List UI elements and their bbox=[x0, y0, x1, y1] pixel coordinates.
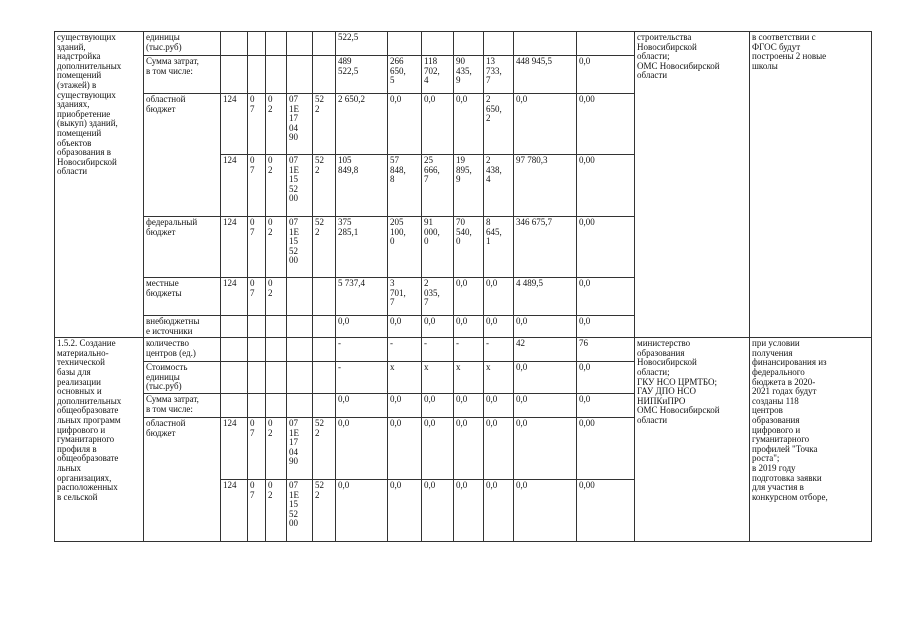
cell-text: 0 2 bbox=[268, 278, 273, 298]
cell-text: 0,0 bbox=[516, 479, 528, 490]
table-cell bbox=[336, 217, 388, 278]
table-cell bbox=[248, 56, 266, 94]
cell-text: 124 bbox=[223, 217, 237, 227]
cell-text: 124 bbox=[223, 479, 237, 490]
table-cell bbox=[266, 362, 287, 394]
table-cell bbox=[422, 32, 454, 56]
cell-text: 0,0 bbox=[486, 316, 498, 326]
cell-text: Стоимость единицы (тыс.руб) bbox=[146, 362, 188, 392]
table-cell bbox=[336, 338, 388, 362]
table-cell bbox=[484, 56, 514, 94]
cell-text: - bbox=[338, 362, 341, 373]
table-cell bbox=[287, 362, 313, 394]
table-cell bbox=[454, 479, 484, 541]
table-cell bbox=[221, 316, 248, 338]
table-cell bbox=[388, 417, 422, 479]
cell-text: 0,0 bbox=[579, 278, 591, 288]
table-cell bbox=[484, 338, 514, 362]
cell-text: 0,0 bbox=[516, 393, 528, 404]
table-cell bbox=[422, 417, 454, 479]
cell-text: областной бюджет bbox=[146, 94, 186, 114]
table-cell bbox=[336, 56, 388, 94]
cell-text: 0,0 bbox=[424, 94, 436, 104]
table-cell bbox=[248, 316, 266, 338]
cell-text: 52 2 bbox=[315, 417, 324, 438]
table-cell bbox=[248, 362, 266, 394]
cell-text: 0,0 bbox=[424, 479, 436, 490]
cell-text: 0,0 bbox=[456, 278, 468, 288]
table-cell bbox=[577, 479, 635, 541]
cell-text: министерство образования Новосибирской области; ГКУ НСО ЦРМТБО; ГАУ ДПО НСО НИПКиПРО ОМС Новосибирской области bbox=[637, 338, 720, 425]
table-cell bbox=[266, 94, 287, 155]
table-cell bbox=[144, 417, 221, 541]
cell-text: 0,0 bbox=[424, 417, 436, 428]
table-cell bbox=[248, 32, 266, 56]
cell-text: 0 7 bbox=[250, 479, 255, 500]
cell-text: 42 bbox=[516, 338, 525, 349]
table-cell bbox=[144, 316, 221, 338]
table-cell bbox=[388, 479, 422, 541]
table-cell bbox=[144, 217, 221, 278]
table-cell bbox=[336, 32, 388, 56]
cell-text: 0,0 bbox=[486, 417, 498, 428]
cell-text: 0,0 bbox=[516, 316, 528, 326]
table-cell bbox=[313, 479, 336, 541]
cell-text: 97 780,3 bbox=[516, 155, 548, 165]
table-cell bbox=[635, 338, 750, 542]
cell-text: 0,0 bbox=[456, 393, 468, 404]
table-cell bbox=[144, 362, 221, 394]
table-cell bbox=[144, 338, 221, 362]
cell-text: x bbox=[486, 362, 491, 373]
table-cell bbox=[336, 479, 388, 541]
table-cell bbox=[388, 217, 422, 278]
table-cell bbox=[484, 362, 514, 394]
table-cell bbox=[221, 56, 248, 94]
table-cell bbox=[313, 417, 336, 479]
cell-text: 52 2 bbox=[315, 217, 324, 237]
table-cell bbox=[266, 417, 287, 479]
table-cell bbox=[422, 338, 454, 362]
table-cell bbox=[577, 32, 635, 56]
cell-text: 5 737,4 bbox=[338, 278, 365, 288]
cell-text: 57 848, 8 bbox=[390, 155, 406, 185]
cell-text: 0,0 bbox=[486, 393, 498, 404]
table-cell bbox=[454, 32, 484, 56]
table-cell bbox=[422, 217, 454, 278]
cell-text: - bbox=[338, 338, 341, 349]
table-cell bbox=[514, 393, 577, 417]
cell-text: 90 435, 9 bbox=[456, 56, 472, 86]
table-cell bbox=[388, 278, 422, 316]
table-cell bbox=[454, 362, 484, 394]
cell-text: 0,0 bbox=[390, 316, 402, 326]
cell-text: 0,0 bbox=[486, 278, 498, 288]
cell-text: 489 522,5 bbox=[338, 56, 359, 76]
table-cell bbox=[266, 155, 287, 217]
cell-text: 4 489,5 bbox=[516, 278, 543, 288]
table-cell bbox=[287, 338, 313, 362]
table-cell bbox=[577, 362, 635, 394]
cell-text: x bbox=[390, 362, 395, 373]
cell-text: 52 2 bbox=[315, 155, 324, 175]
table-cell bbox=[514, 278, 577, 316]
cell-text: 0 2 bbox=[268, 155, 273, 175]
cell-text: 124 bbox=[223, 278, 237, 288]
cell-text: 0,00 bbox=[579, 94, 595, 104]
table-cell bbox=[484, 479, 514, 541]
table-cell bbox=[313, 338, 336, 362]
table-cell bbox=[248, 417, 266, 479]
cell-text: 448 945,5 bbox=[516, 56, 552, 66]
cell-text: областной бюджет bbox=[146, 417, 186, 438]
table-cell bbox=[388, 155, 422, 217]
table-cell bbox=[221, 217, 248, 278]
cell-text: - bbox=[486, 338, 489, 349]
table-cell bbox=[287, 479, 313, 541]
table-cell bbox=[577, 217, 635, 278]
table-cell bbox=[750, 338, 872, 542]
table-cell bbox=[635, 32, 750, 338]
cell-text: 0,0 bbox=[390, 393, 402, 404]
table-cell bbox=[577, 94, 635, 155]
table-cell bbox=[144, 32, 221, 56]
cell-text: 0,0 bbox=[516, 94, 528, 104]
cell-text: 0 7 bbox=[250, 94, 255, 114]
table-cell bbox=[313, 316, 336, 338]
cell-text: внебюджетны е источники bbox=[146, 316, 200, 336]
cell-text: 0,00 bbox=[579, 479, 595, 490]
table-cell bbox=[388, 94, 422, 155]
cell-text: 346 675,7 bbox=[516, 217, 552, 227]
table-cell bbox=[287, 417, 313, 479]
table-cell bbox=[514, 362, 577, 394]
table-cell bbox=[248, 217, 266, 278]
cell-text: в соответствии с ФГОС будут построены 2 новые школы bbox=[752, 32, 827, 71]
cell-text: 0,0 bbox=[516, 362, 528, 373]
table-cell bbox=[388, 32, 422, 56]
cell-text: 0,0 bbox=[456, 479, 468, 490]
table-cell bbox=[221, 32, 248, 56]
table-cell bbox=[266, 56, 287, 94]
cell-text: строительства Новосибирской области; ОМС Новосибирской области bbox=[637, 32, 720, 81]
cell-text: 124 bbox=[223, 94, 237, 104]
table-cell bbox=[336, 362, 388, 394]
cell-text: федеральный бюджет bbox=[146, 217, 198, 237]
cell-text: 2 438, 4 bbox=[486, 155, 502, 185]
cell-text: 13 733, 7 bbox=[486, 56, 502, 86]
table-cell bbox=[221, 338, 248, 362]
table-cell bbox=[287, 32, 313, 56]
cell-text: 0,0 bbox=[579, 56, 591, 66]
cell-text: 0,00 bbox=[579, 417, 595, 428]
table-cell bbox=[577, 417, 635, 479]
table-cell bbox=[313, 32, 336, 56]
table-cell bbox=[248, 278, 266, 316]
cell-text: 0,0 bbox=[579, 393, 591, 404]
table-cell bbox=[454, 155, 484, 217]
table-cell bbox=[266, 278, 287, 316]
table-cell bbox=[313, 56, 336, 94]
cell-text: 0,0 bbox=[390, 94, 402, 104]
cell-text: 19 895, 9 bbox=[456, 155, 472, 185]
table-cell bbox=[221, 362, 248, 394]
table-cell bbox=[248, 393, 266, 417]
table-cell bbox=[248, 479, 266, 541]
cell-text: 1.5.2. Создание материально- технической базы для реализации основных и дополнительных общеобразовате льных программ цифрового и гуманитарного профиля в общеобразовате льных организациях, расположенных в сельской bbox=[57, 338, 122, 502]
table-cell bbox=[514, 56, 577, 94]
table-cell bbox=[577, 338, 635, 362]
table-cell bbox=[422, 155, 454, 217]
cell-text: 375 285,1 bbox=[338, 217, 359, 237]
cell-text: 0,0 bbox=[338, 393, 350, 404]
cell-text: Сумма затрат, в том числе: bbox=[146, 393, 199, 414]
cell-text: 118 702, 4 bbox=[424, 56, 440, 86]
table-cell bbox=[144, 94, 221, 217]
table-cell bbox=[454, 94, 484, 155]
cell-text: 0,0 bbox=[390, 417, 402, 428]
table-cell bbox=[221, 393, 248, 417]
cell-text: 0,0 bbox=[338, 316, 350, 326]
cell-text: 105 849,8 bbox=[338, 155, 359, 175]
table-cell bbox=[266, 393, 287, 417]
cell-text: 0,0 bbox=[424, 393, 436, 404]
table-cell bbox=[221, 479, 248, 541]
cell-text: - bbox=[390, 338, 393, 349]
cell-text: 0,00 bbox=[579, 217, 595, 227]
cell-text: 0 2 bbox=[268, 94, 273, 114]
table-cell bbox=[388, 56, 422, 94]
table-cell bbox=[577, 393, 635, 417]
cell-text: 0 7 bbox=[250, 155, 255, 175]
cell-text: 07 1Е 15 52 00 bbox=[289, 479, 299, 529]
cell-text: 0,0 bbox=[486, 479, 498, 490]
table-cell bbox=[287, 56, 313, 94]
table-cell bbox=[55, 32, 144, 338]
table-cell bbox=[750, 32, 872, 338]
table-cell bbox=[221, 278, 248, 316]
cell-text: 3 701, 7 bbox=[390, 278, 406, 308]
table-cell bbox=[287, 217, 313, 278]
cell-text: x bbox=[424, 362, 429, 373]
table-row bbox=[55, 32, 872, 56]
table-cell bbox=[266, 316, 287, 338]
cell-text: 0 7 bbox=[250, 417, 255, 438]
table-cell bbox=[388, 393, 422, 417]
table-cell bbox=[336, 278, 388, 316]
cell-text: существующих зданий, надстройка дополнительных помещений (этажей) в существующих зданиях, приобретение (выкуп) зданий, помещений объектов образования в Новосибирской области bbox=[57, 32, 122, 177]
table-cell bbox=[287, 278, 313, 316]
cell-text: при условии получения финансирования из федерального бюджета в 2020- 2021 годах будут созданы 118 центров образования цифрового и гуманитарного профилей "Точка роста"; в 2019 году подготовка заявки для участия в конкурсном отборе, bbox=[752, 338, 828, 502]
cell-text: количество центров (ед.) bbox=[146, 338, 196, 358]
table-cell bbox=[313, 393, 336, 417]
cell-text: местные бюджеты bbox=[146, 278, 182, 298]
table-cell bbox=[248, 155, 266, 217]
table-cell bbox=[388, 338, 422, 362]
table-cell bbox=[388, 362, 422, 394]
cell-text: 91 000, 0 bbox=[424, 217, 440, 247]
cell-text: 205 100, 0 bbox=[390, 217, 406, 247]
table-cell bbox=[248, 94, 266, 155]
table-cell bbox=[248, 338, 266, 362]
table-cell bbox=[484, 217, 514, 278]
cell-text: 0,0 bbox=[456, 417, 468, 428]
cell-text: 0,0 bbox=[456, 316, 468, 326]
table-cell bbox=[422, 56, 454, 94]
cell-text: x bbox=[456, 362, 461, 373]
cell-text: 0 2 bbox=[268, 479, 273, 500]
table-cell bbox=[484, 316, 514, 338]
table-cell bbox=[266, 217, 287, 278]
table-cell bbox=[287, 393, 313, 417]
table-cell bbox=[422, 94, 454, 155]
table-cell bbox=[454, 217, 484, 278]
table-cell bbox=[454, 278, 484, 316]
cell-text: 07 1Е 17 04 90 bbox=[289, 417, 299, 467]
cell-text: 0,0 bbox=[424, 316, 436, 326]
cell-text: 2 650,2 bbox=[338, 94, 365, 104]
cell-text: 266 650, 5 bbox=[390, 56, 406, 86]
table-cell bbox=[313, 94, 336, 155]
cell-text: 8 645, 1 bbox=[486, 217, 502, 247]
table-cell bbox=[287, 94, 313, 155]
budget-table bbox=[54, 31, 872, 542]
cell-text: 0 7 bbox=[250, 278, 255, 298]
table-cell bbox=[514, 217, 577, 278]
cell-text: 0,0 bbox=[579, 316, 591, 326]
cell-text: Сумма затрат, в том числе: bbox=[146, 56, 199, 76]
cell-text: 0,0 bbox=[338, 479, 350, 490]
table-cell bbox=[484, 278, 514, 316]
cell-text: - bbox=[456, 338, 459, 349]
table-cell bbox=[336, 417, 388, 479]
table-cell bbox=[336, 155, 388, 217]
table-cell bbox=[577, 56, 635, 94]
cell-text: 07 1Е 15 52 00 bbox=[289, 217, 299, 266]
cell-text: 0 2 bbox=[268, 217, 273, 237]
table-cell bbox=[484, 94, 514, 155]
table-cell bbox=[514, 338, 577, 362]
cell-text: 25 666, 7 bbox=[424, 155, 440, 185]
table-cell bbox=[454, 338, 484, 362]
table-cell bbox=[336, 393, 388, 417]
table-cell bbox=[144, 393, 221, 417]
table-cell bbox=[514, 155, 577, 217]
table-cell bbox=[514, 417, 577, 479]
table-cell bbox=[144, 278, 221, 316]
cell-text: 0,00 bbox=[579, 155, 595, 165]
table-cell bbox=[388, 316, 422, 338]
table-cell bbox=[221, 94, 248, 155]
table-cell bbox=[313, 155, 336, 217]
table-cell bbox=[454, 56, 484, 94]
cell-text: - bbox=[424, 338, 427, 349]
table-cell bbox=[422, 278, 454, 316]
cell-text: 07 1Е 17 04 90 bbox=[289, 94, 299, 143]
table-cell bbox=[144, 56, 221, 94]
table-cell bbox=[484, 417, 514, 479]
table-cell bbox=[454, 393, 484, 417]
table-cell bbox=[422, 479, 454, 541]
table-cell bbox=[484, 155, 514, 217]
table-cell bbox=[313, 217, 336, 278]
cell-text: 0,0 bbox=[456, 94, 468, 104]
table-cell bbox=[221, 417, 248, 479]
cell-text: 0 2 bbox=[268, 417, 273, 438]
cell-text: 52 2 bbox=[315, 479, 324, 500]
cell-text: 70 540, 0 bbox=[456, 217, 472, 247]
table-cell bbox=[514, 32, 577, 56]
cell-text: 124 bbox=[223, 417, 237, 428]
cell-text: 0,0 bbox=[338, 417, 350, 428]
table-cell bbox=[454, 316, 484, 338]
table-cell bbox=[313, 278, 336, 316]
table-cell bbox=[514, 316, 577, 338]
table-cell bbox=[266, 338, 287, 362]
table-cell bbox=[484, 393, 514, 417]
cell-text: 52 2 bbox=[315, 94, 324, 114]
table-cell bbox=[577, 278, 635, 316]
table-cell bbox=[514, 479, 577, 541]
cell-text: 07 1Е 15 52 00 bbox=[289, 155, 299, 204]
cell-text: 0,0 bbox=[516, 417, 528, 428]
cell-text: 0 7 bbox=[250, 217, 255, 237]
cell-text: 2 650, 2 bbox=[486, 94, 502, 124]
table-cell bbox=[422, 316, 454, 338]
table-row bbox=[55, 338, 872, 362]
table-cell bbox=[336, 316, 388, 338]
table-cell bbox=[336, 94, 388, 155]
cell-text: 0,0 bbox=[390, 479, 402, 490]
table-cell bbox=[313, 362, 336, 394]
table-cell bbox=[422, 362, 454, 394]
table-cell bbox=[266, 32, 287, 56]
table-cell bbox=[454, 417, 484, 479]
cell-text: 76 bbox=[579, 338, 588, 349]
table-cell bbox=[514, 94, 577, 155]
table-cell bbox=[484, 32, 514, 56]
table-cell bbox=[577, 155, 635, 217]
table-body bbox=[55, 32, 872, 542]
cell-text: 124 bbox=[223, 155, 237, 165]
table-cell bbox=[287, 316, 313, 338]
table-cell bbox=[422, 393, 454, 417]
table-cell bbox=[266, 479, 287, 541]
table-cell bbox=[221, 155, 248, 217]
cell-text: единицы (тыс.руб) bbox=[146, 32, 182, 52]
cell-text: 2 035, 7 bbox=[424, 278, 440, 308]
cell-text: 0,0 bbox=[579, 362, 591, 373]
table-cell bbox=[287, 155, 313, 217]
table-cell bbox=[55, 338, 144, 542]
table-cell bbox=[577, 316, 635, 338]
cell-text: 522,5 bbox=[338, 32, 359, 42]
